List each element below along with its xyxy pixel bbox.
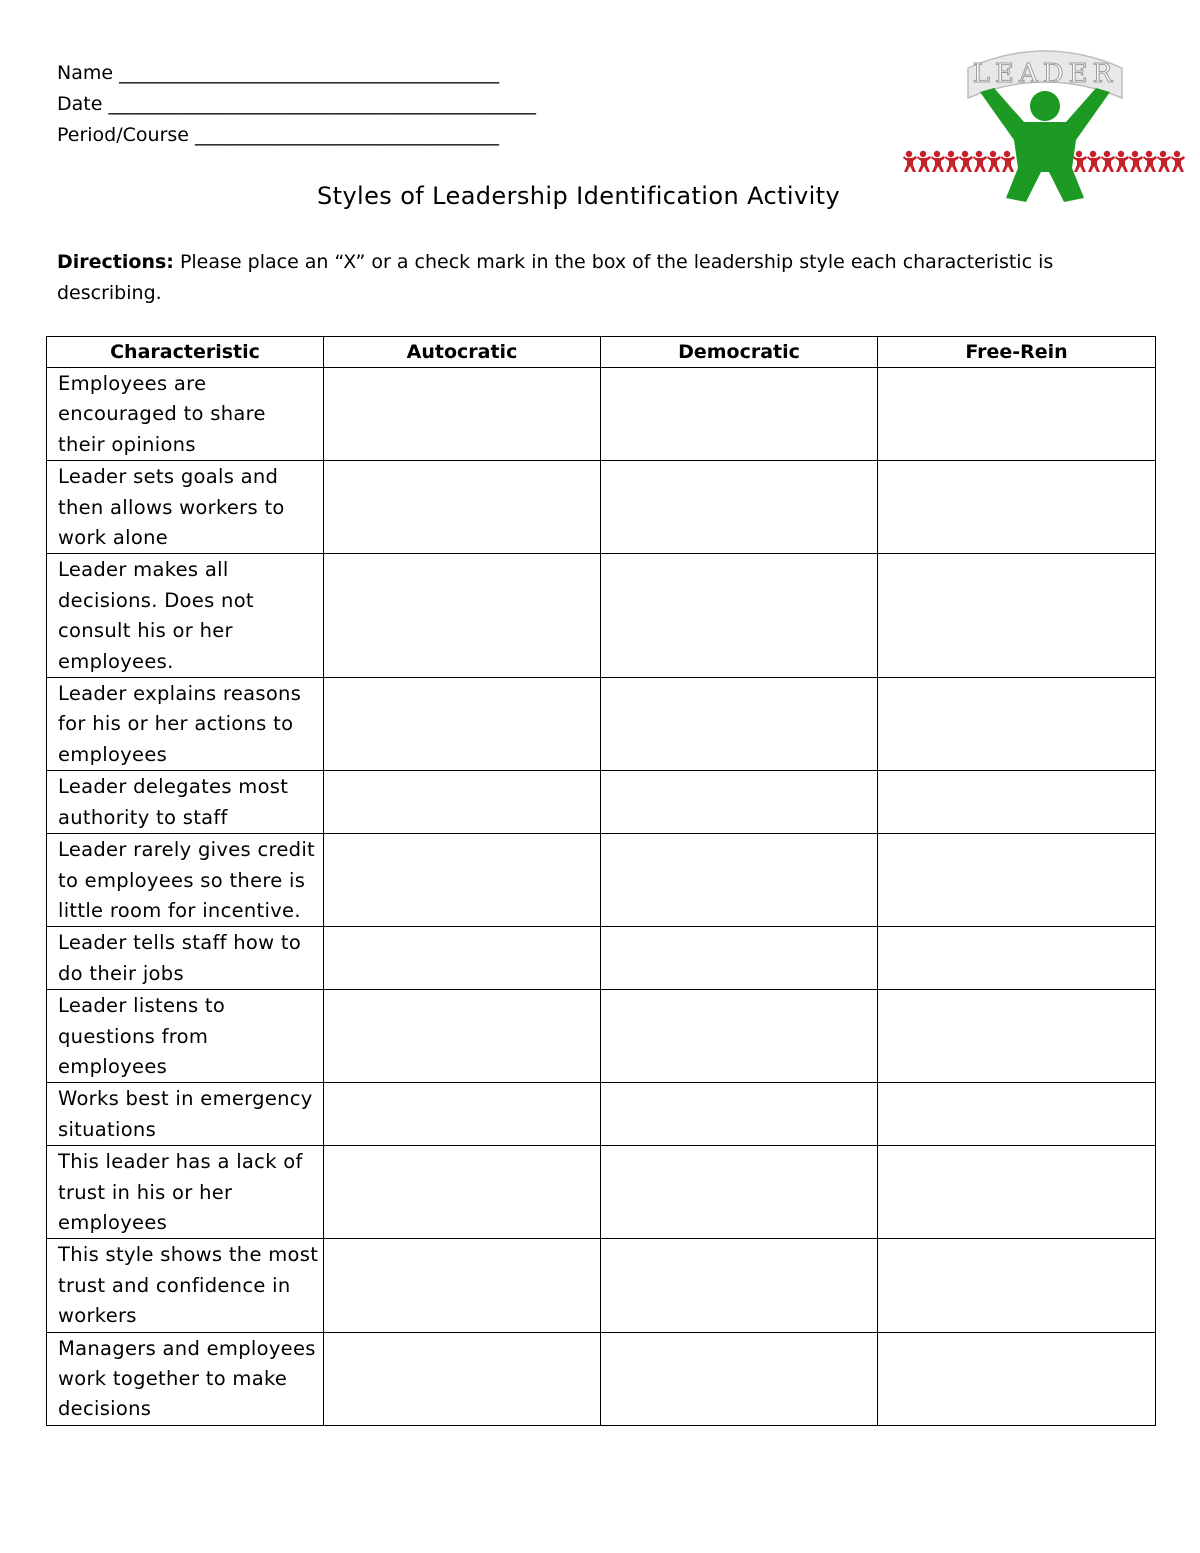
democratic-checkbox-cell[interactable] bbox=[601, 834, 878, 927]
democratic-checkbox-cell[interactable] bbox=[601, 461, 878, 554]
autocratic-checkbox-cell[interactable] bbox=[324, 368, 601, 461]
logo-text: LEADER bbox=[972, 59, 1118, 89]
democratic-checkbox-cell[interactable] bbox=[601, 678, 878, 771]
autocratic-checkbox-cell[interactable] bbox=[324, 1332, 601, 1425]
characteristic-cell: Leader listens to questions from employees bbox=[47, 990, 324, 1083]
characteristic-cell: Leader explains reasons for his or her actions to employees bbox=[47, 678, 324, 771]
characteristic-cell: This leader has a lack of trust in his or her employees bbox=[47, 1146, 324, 1239]
directions-label: Directions: bbox=[57, 251, 174, 273]
characteristic-cell: Leader sets goals and then allows workers to work alone bbox=[47, 461, 324, 554]
table-row bbox=[47, 771, 1156, 834]
autocratic-checkbox-cell[interactable] bbox=[324, 461, 601, 554]
name-field[interactable] bbox=[57, 58, 536, 89]
autocratic-checkbox-cell[interactable] bbox=[324, 554, 601, 678]
header-autocratic: Autocratic bbox=[324, 337, 601, 368]
table-row bbox=[47, 1239, 1156, 1332]
autocratic-checkbox-cell[interactable] bbox=[324, 927, 601, 990]
header-characteristic: Characteristic bbox=[47, 337, 324, 368]
table-row bbox=[47, 1146, 1156, 1239]
democratic-checkbox-cell[interactable] bbox=[601, 990, 878, 1083]
table-row bbox=[47, 678, 1156, 771]
democratic-checkbox-cell[interactable] bbox=[601, 1083, 878, 1146]
period-course-label: Period/Course bbox=[57, 124, 189, 146]
democratic-checkbox-cell[interactable] bbox=[601, 554, 878, 678]
name-label: Name bbox=[57, 62, 114, 84]
democratic-checkbox-cell[interactable] bbox=[601, 1146, 878, 1239]
period-course-line: ________________________________ bbox=[195, 124, 500, 146]
characteristic-cell: Leader rarely gives credit to employees so there is little room for incentive. bbox=[47, 834, 324, 927]
democratic-checkbox-cell[interactable] bbox=[601, 1332, 878, 1425]
free-rein-checkbox-cell[interactable] bbox=[878, 1239, 1156, 1332]
free-rein-checkbox-cell[interactable] bbox=[878, 678, 1156, 771]
characteristic-cell: Leader delegates most authority to staff bbox=[47, 771, 324, 834]
autocratic-checkbox-cell[interactable] bbox=[324, 1239, 601, 1332]
table-row bbox=[47, 1083, 1156, 1146]
date-label: Date bbox=[57, 93, 103, 115]
table-row bbox=[47, 834, 1156, 927]
free-rein-checkbox-cell[interactable] bbox=[878, 1332, 1156, 1425]
characteristic-cell: Leader makes all decisions. Does not consult his or her employees. bbox=[47, 554, 324, 678]
people-chain-left bbox=[903, 151, 1015, 172]
table-row bbox=[47, 461, 1156, 554]
name-line: ________________________________________ bbox=[119, 62, 500, 84]
democratic-checkbox-cell[interactable] bbox=[601, 927, 878, 990]
autocratic-checkbox-cell[interactable] bbox=[324, 771, 601, 834]
free-rein-checkbox-cell[interactable] bbox=[878, 554, 1156, 678]
free-rein-checkbox-cell[interactable] bbox=[878, 461, 1156, 554]
free-rein-checkbox-cell[interactable] bbox=[878, 834, 1156, 927]
characteristic-cell: Managers and employees work together to make decisions bbox=[47, 1332, 324, 1425]
header-free-rein: Free-Rein bbox=[878, 337, 1156, 368]
header-democratic: Democratic bbox=[601, 337, 878, 368]
characteristic-cell: Leader tells staff how to do their jobs bbox=[47, 927, 324, 990]
table-header-row bbox=[47, 337, 1156, 368]
democratic-checkbox-cell[interactable] bbox=[601, 368, 878, 461]
free-rein-checkbox-cell[interactable] bbox=[878, 990, 1156, 1083]
autocratic-checkbox-cell[interactable] bbox=[324, 834, 601, 927]
student-info-fields bbox=[57, 58, 536, 151]
autocratic-checkbox-cell[interactable] bbox=[324, 678, 601, 771]
period-course-field[interactable] bbox=[57, 120, 536, 151]
free-rein-checkbox-cell[interactable] bbox=[878, 1083, 1156, 1146]
free-rein-checkbox-cell[interactable] bbox=[878, 927, 1156, 990]
free-rein-checkbox-cell[interactable] bbox=[878, 771, 1156, 834]
table-row bbox=[47, 554, 1156, 678]
autocratic-checkbox-cell[interactable] bbox=[324, 990, 601, 1083]
autocratic-checkbox-cell[interactable] bbox=[324, 1146, 601, 1239]
date-line: _____________________________________________ bbox=[108, 93, 536, 115]
table-row bbox=[47, 368, 1156, 461]
table-row bbox=[47, 990, 1156, 1083]
directions-text: Please place an “X” or a check mark in the box of the leadership style each characteristic is describing. bbox=[57, 251, 1054, 304]
leadership-styles-table bbox=[46, 336, 1156, 1426]
directions-paragraph bbox=[57, 247, 1147, 309]
characteristic-cell: Works best in emergency situations bbox=[47, 1083, 324, 1146]
page-title: Styles of Leadership Identification Activity bbox=[317, 182, 841, 210]
leader-logo-image bbox=[900, 40, 1190, 222]
date-field[interactable] bbox=[57, 89, 536, 120]
democratic-checkbox-cell[interactable] bbox=[601, 1239, 878, 1332]
characteristic-cell: This style shows the most trust and confidence in workers bbox=[47, 1239, 324, 1332]
free-rein-checkbox-cell[interactable] bbox=[878, 1146, 1156, 1239]
free-rein-checkbox-cell[interactable] bbox=[878, 368, 1156, 461]
table-row bbox=[47, 927, 1156, 990]
autocratic-checkbox-cell[interactable] bbox=[324, 1083, 601, 1146]
democratic-checkbox-cell[interactable] bbox=[601, 771, 878, 834]
people-chain-right bbox=[1073, 151, 1185, 172]
table-row bbox=[47, 1332, 1156, 1425]
characteristic-cell: Employees are encouraged to share their opinions bbox=[47, 368, 324, 461]
leader-figure bbox=[980, 88, 1110, 202]
